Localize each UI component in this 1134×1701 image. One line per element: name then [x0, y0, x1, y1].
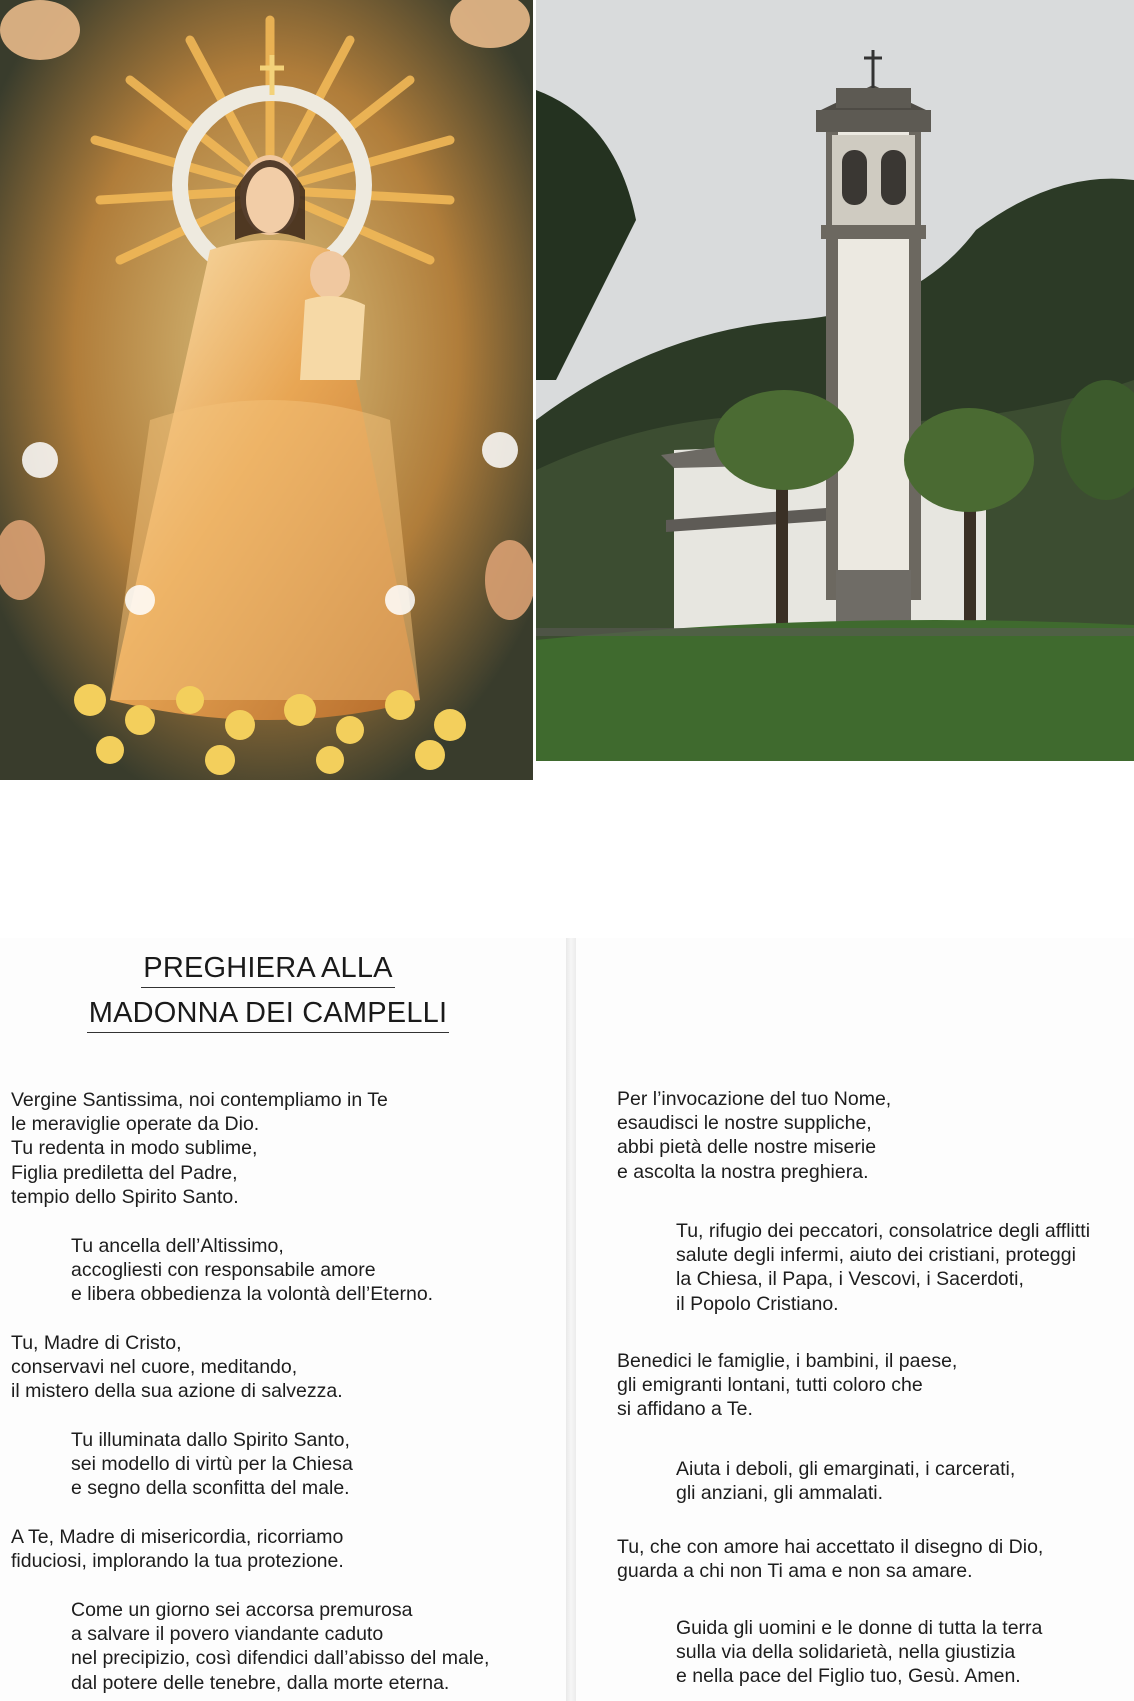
- madonna-statue-photo: [0, 0, 533, 780]
- prayer-stanza: Come un giorno sei accorsa premurosa a salvare il povero viandante caduto nel precipizio, così difendici dall’abisso del male, dal potere delle tenebre, dalla morte eterna.: [71, 1599, 490, 1694]
- prayer-title-text-2: MADONNA DEI CAMPELLI: [87, 997, 450, 1033]
- prayer-page-left: [0, 938, 566, 1701]
- church-bell-tower-photo: [536, 0, 1134, 761]
- prayer-stanza: Per l’invocazione del tuo Nome, esaudisci le nostre suppliche, abbi pietà delle nostre miserie e ascolta la nostra preghiera.: [617, 1088, 892, 1183]
- prayer-stanza: Tu illuminata dallo Spirito Santo, sei modello di virtù per la Chiesa e segno della sconfitta del male.: [71, 1429, 353, 1500]
- prayer-stanza: Benedici le famiglie, i bambini, il paese, gli emigranti lontani, tutti coloro che si affidano a Te.: [617, 1350, 958, 1421]
- prayer-stanza: Tu, rifugio dei peccatori, consolatrice degli afflitti salute degli infermi, aiuto dei cristiani, proteggi la Chiesa, il Papa, i Vescovi, i Sacerdoti, il Popolo Cristiano.: [676, 1220, 1091, 1315]
- church-illustration: [536, 0, 1134, 761]
- prayer-page-right: [576, 938, 1134, 1701]
- prayer-title-text-1: PREGHIERA ALLA: [141, 952, 394, 988]
- page-fold: [566, 938, 576, 1701]
- prayer-stanza: Vergine Santissima, noi contempliamo in Te le meraviglie operate da Dio. Tu redenta in modo sublime, Figlia prediletta del Padre, tempio dello Spirito Santo.: [11, 1089, 388, 1208]
- prayer-stanza: A Te, Madre di misericordia, ricorriamo fiduciosi, implorando la tua protezione.: [11, 1526, 344, 1573]
- prayer-stanza: Guida gli uomini e le donne di tutta la terra sulla via della solidarietà, nella giustizia e nella pace del Figlio tuo, Gesù. Amen.: [676, 1617, 1043, 1688]
- prayer-stanza: Tu, Madre di Cristo, conservavi nel cuore, meditando, il mistero della sua azione di salvezza.: [11, 1332, 343, 1403]
- prayer-title-line-1: [0, 954, 536, 983]
- prayer-stanza: Tu ancella dell’Altissimo, accogliesti con responsabile amore e libera obbedienza la volontà dell’Eterno.: [71, 1235, 434, 1306]
- prayer-stanza: Tu, che con amore hai accettato il disegno di Dio, guarda a chi non Ti ama e non sa amare.: [617, 1536, 1044, 1583]
- madonna-illustration: [0, 0, 533, 780]
- prayer-title-line-2: [0, 999, 536, 1028]
- prayer-stanza: Aiuta i deboli, gli emarginati, i carcerati, gli anziani, gli ammalati.: [676, 1458, 1016, 1505]
